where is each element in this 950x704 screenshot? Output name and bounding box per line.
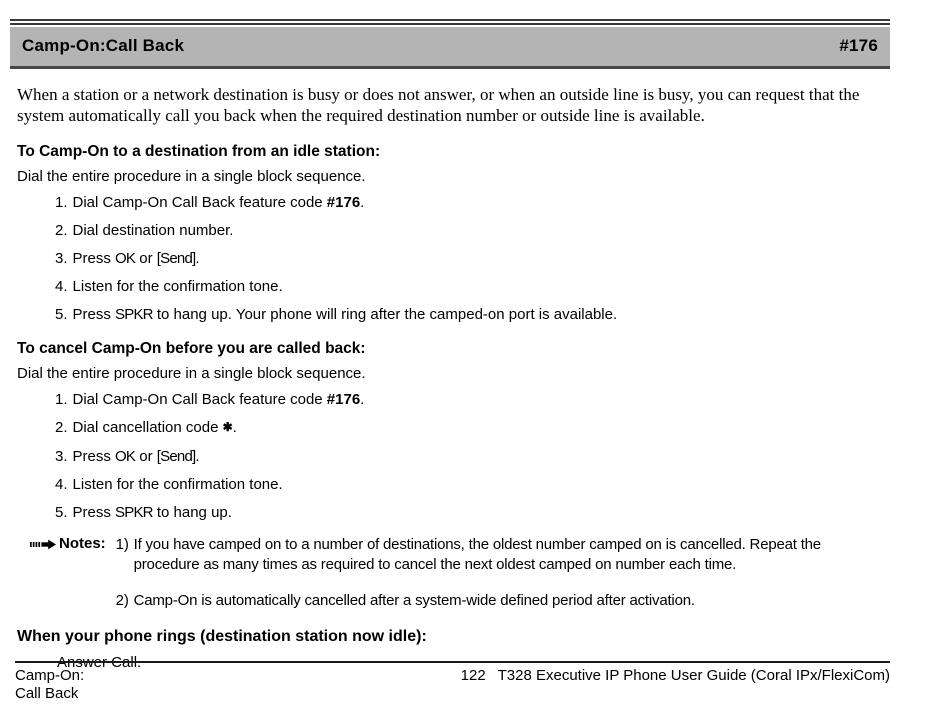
- footer-feature-line2: Call Back: [15, 685, 79, 702]
- step-number: 2.: [55, 222, 68, 239]
- notes-block: [30, 535, 888, 611]
- step-text: Listen for the confirmation tone.: [72, 278, 283, 295]
- top-double-rule: [10, 19, 890, 25]
- steps-list: [17, 194, 888, 323]
- step: [55, 476, 888, 493]
- step: [55, 448, 888, 465]
- step: [55, 250, 888, 267]
- footer-guide-info: [461, 667, 890, 684]
- section-heading: To Camp-On to a destination from an idle station:: [17, 143, 381, 160]
- section-subheading: Dial the entire procedure in a single block sequence.: [17, 168, 366, 185]
- step-text: Dial Camp-On Call Back feature code #176.: [72, 194, 365, 211]
- section-subheading: Dial the entire procedure in a single block sequence.: [17, 365, 366, 382]
- footer-guide-title: T328 Executive IP Phone User Guide (Coral IPx/FlexiCom): [497, 667, 890, 684]
- step-number: 4.: [55, 278, 68, 295]
- procedure-sections: [17, 143, 888, 521]
- note-number: 2): [115, 592, 129, 609]
- step-number: 1.: [55, 194, 68, 211]
- step-text: Press SPKR to hang up. Your phone will ring after the camped-on port is available.: [72, 306, 618, 323]
- note-item: [116, 591, 888, 611]
- note-item: [116, 535, 888, 575]
- note-text: Camp-On is automatically cancelled after a system-wide defined period after activation.: [133, 592, 695, 609]
- footer-page-number: 122: [460, 667, 486, 684]
- step-number: 5.: [55, 504, 68, 521]
- closing-heading: When your phone rings (destination station now idle):: [17, 628, 427, 645]
- step: [55, 222, 888, 239]
- title-block: [10, 19, 890, 69]
- step-text: Listen for the confirmation tone.: [72, 476, 283, 493]
- step-number: 3.: [55, 250, 68, 267]
- intro-paragraph: When a station or a network destination is busy or does not answer, or when an outside line is busy, you can request that the system automatically call you back when the required destination number or outside line is available.: [17, 85, 860, 125]
- step-text: Press SPKR to hang up.: [72, 504, 232, 521]
- step: [55, 278, 888, 295]
- closing-action: Answer Call.: [57, 654, 142, 671]
- step-number: 1.: [55, 391, 68, 408]
- content: [17, 84, 888, 671]
- footer: [15, 661, 890, 703]
- step-text: Dial Camp-On Call Back feature code #176.: [72, 391, 365, 408]
- steps-list: [17, 391, 888, 521]
- step-text: Press OK or [Send].: [72, 250, 200, 267]
- notes-label: Notes:: [59, 535, 106, 552]
- step: [55, 391, 888, 408]
- feature-title: Camp-On:Call Back: [22, 36, 185, 55]
- note-number: 1): [115, 536, 129, 553]
- step-text: Dial cancellation code ✱.: [72, 419, 237, 436]
- step-text: Dial destination number.: [72, 222, 234, 239]
- footer-feature-name: [15, 667, 84, 703]
- step-number: 4.: [55, 476, 68, 493]
- feature-code: #176: [839, 36, 878, 55]
- notes-arrow-icon: [30, 538, 57, 551]
- step-text: Press OK or [Send].: [72, 448, 200, 465]
- step: [55, 504, 888, 521]
- step-number: 5.: [55, 306, 68, 323]
- note-text: If you have camped on to a number of destinations, the oldest number camped on is cancelled. Repeat the procedure as many times as required to cancel the next oldest camped on number each time.: [133, 536, 821, 573]
- notes-label-wrap: [30, 535, 116, 611]
- section-heading: To cancel Camp-On before you are called back:: [17, 340, 366, 357]
- step-number: 2.: [55, 419, 68, 436]
- step-number: 3.: [55, 448, 68, 465]
- notes-items: [116, 535, 888, 611]
- step: [55, 194, 888, 211]
- step: [55, 419, 888, 437]
- feature-title-bar: [10, 27, 890, 69]
- footer-feature-line1: Camp-On:: [15, 667, 85, 684]
- step: [55, 306, 888, 323]
